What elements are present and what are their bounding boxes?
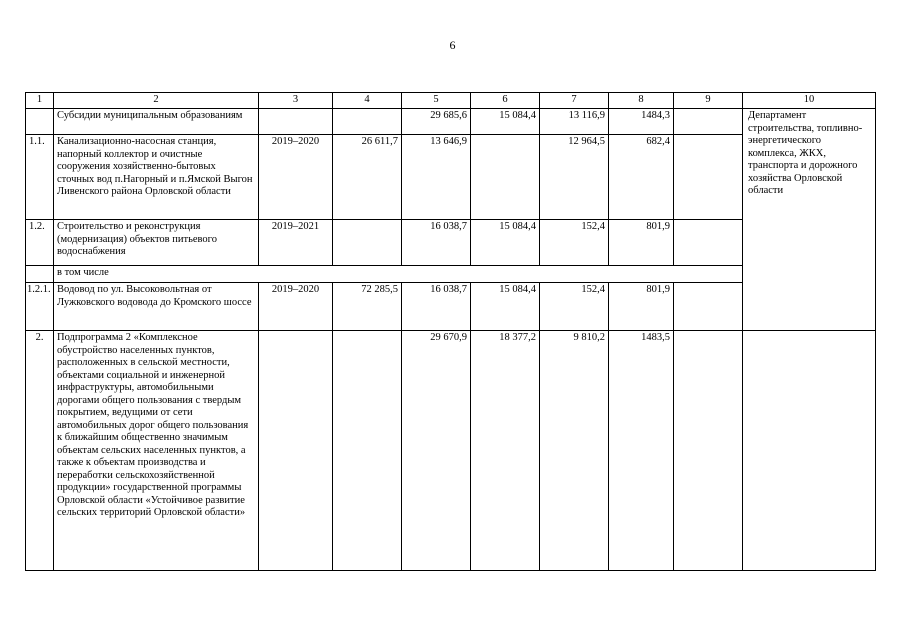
federal-cell: 15 084,4 xyxy=(471,109,540,135)
cost-cell xyxy=(333,331,402,571)
department-cell-empty xyxy=(743,331,876,571)
row-number-cell xyxy=(26,109,54,135)
header-cell: 6 xyxy=(471,93,540,109)
header-cell: 4 xyxy=(333,93,402,109)
row-name-cell: Водовод по ул. Высоковольтная от Лужковского водовода до Кромского шоссе xyxy=(54,283,259,331)
department-cell: Департамент строительства, топливно-энергетического комплекса, ЖКХ, транспорта и дорожного хозяйства Орловской области xyxy=(743,109,876,331)
extra-cell xyxy=(674,220,743,266)
page-number: 6 xyxy=(449,38,456,52)
header-cell: 9 xyxy=(674,93,743,109)
row-name-cell: Строительство и реконструкция (модернизация) объектов питьевого водоснабжения xyxy=(54,220,259,266)
total-cell: 16 038,7 xyxy=(402,220,471,266)
data-table xyxy=(25,92,876,571)
header-cell: 10 xyxy=(743,93,876,109)
row-name-cell: Субсидии муниципальным образованиям xyxy=(54,109,259,135)
extra-cell xyxy=(674,135,743,220)
local-cell: 1483,5 xyxy=(609,331,674,571)
period-cell: 2019–2020 xyxy=(259,135,333,220)
federal-cell: 18 377,2 xyxy=(471,331,540,571)
row-number-cell: 1.2. xyxy=(26,220,54,266)
local-cell: 801,9 xyxy=(609,283,674,331)
header-cell: 3 xyxy=(259,93,333,109)
total-cell: 16 038,7 xyxy=(402,283,471,331)
row-name-cell: Канализационно-насосная станция, напорный коллектор и очистные сооружения хозяйственно-бытовых сточных вод п.Нагорный и п.Ямской Выгон Ливенского района Орловской области xyxy=(54,135,259,220)
extra-cell xyxy=(674,283,743,331)
regional-cell: 9 810,2 xyxy=(540,331,609,571)
cost-cell: 26 611,7 xyxy=(333,135,402,220)
header-cell: 8 xyxy=(609,93,674,109)
header-cell: 2 xyxy=(54,93,259,109)
cost-cell: 72 285,5 xyxy=(333,283,402,331)
table-header-row xyxy=(26,93,876,109)
total-cell: 29 685,6 xyxy=(402,109,471,135)
table-row xyxy=(26,331,876,571)
period-cell: 2019–2020 xyxy=(259,283,333,331)
regional-cell: 12 964,5 xyxy=(540,135,609,220)
cost-cell xyxy=(333,220,402,266)
table-row xyxy=(26,109,876,135)
header-cell: 1 xyxy=(26,93,54,109)
local-cell: 1484,3 xyxy=(609,109,674,135)
federal-cell: 15 084,4 xyxy=(471,283,540,331)
regional-cell: 152,4 xyxy=(540,283,609,331)
row-number-cell: 1.2.1. xyxy=(26,283,54,331)
total-cell: 13 646,9 xyxy=(402,135,471,220)
period-cell: 2019–2021 xyxy=(259,220,333,266)
local-cell: 801,9 xyxy=(609,220,674,266)
regional-cell: 152,4 xyxy=(540,220,609,266)
extra-cell xyxy=(674,109,743,135)
row-name-cell: в том числе xyxy=(54,266,743,283)
period-cell xyxy=(259,331,333,571)
period-cell xyxy=(259,109,333,135)
header-cell: 7 xyxy=(540,93,609,109)
regional-cell: 13 116,9 xyxy=(540,109,609,135)
header-cell: 5 xyxy=(402,93,471,109)
row-number-cell: 1.1. xyxy=(26,135,54,220)
total-cell: 29 670,9 xyxy=(402,331,471,571)
cost-cell xyxy=(333,109,402,135)
row-number-cell: 2. xyxy=(26,331,54,571)
row-number-cell xyxy=(26,266,54,283)
local-cell: 682,4 xyxy=(609,135,674,220)
row-name-cell: Подпрограмма 2 «Комплексное обустройство населенных пунктов, расположенных в сельской местности, объектами социальной и инженерной инфраструктуры, автомобильными дорогами общего пользования с твердым покрытием, ведущими от сети автомобильных дорог общего пользования к ближайшим общественно значимым объектам сельских населенных пунктов, а также к объектам производства и переработки сельскохозяйственной продукции» государственной программы Орловской области «Устойчивое развитие сельских территорий Орловской области» xyxy=(54,331,259,571)
federal-cell xyxy=(471,135,540,220)
extra-cell xyxy=(674,331,743,571)
federal-cell: 15 084,4 xyxy=(471,220,540,266)
